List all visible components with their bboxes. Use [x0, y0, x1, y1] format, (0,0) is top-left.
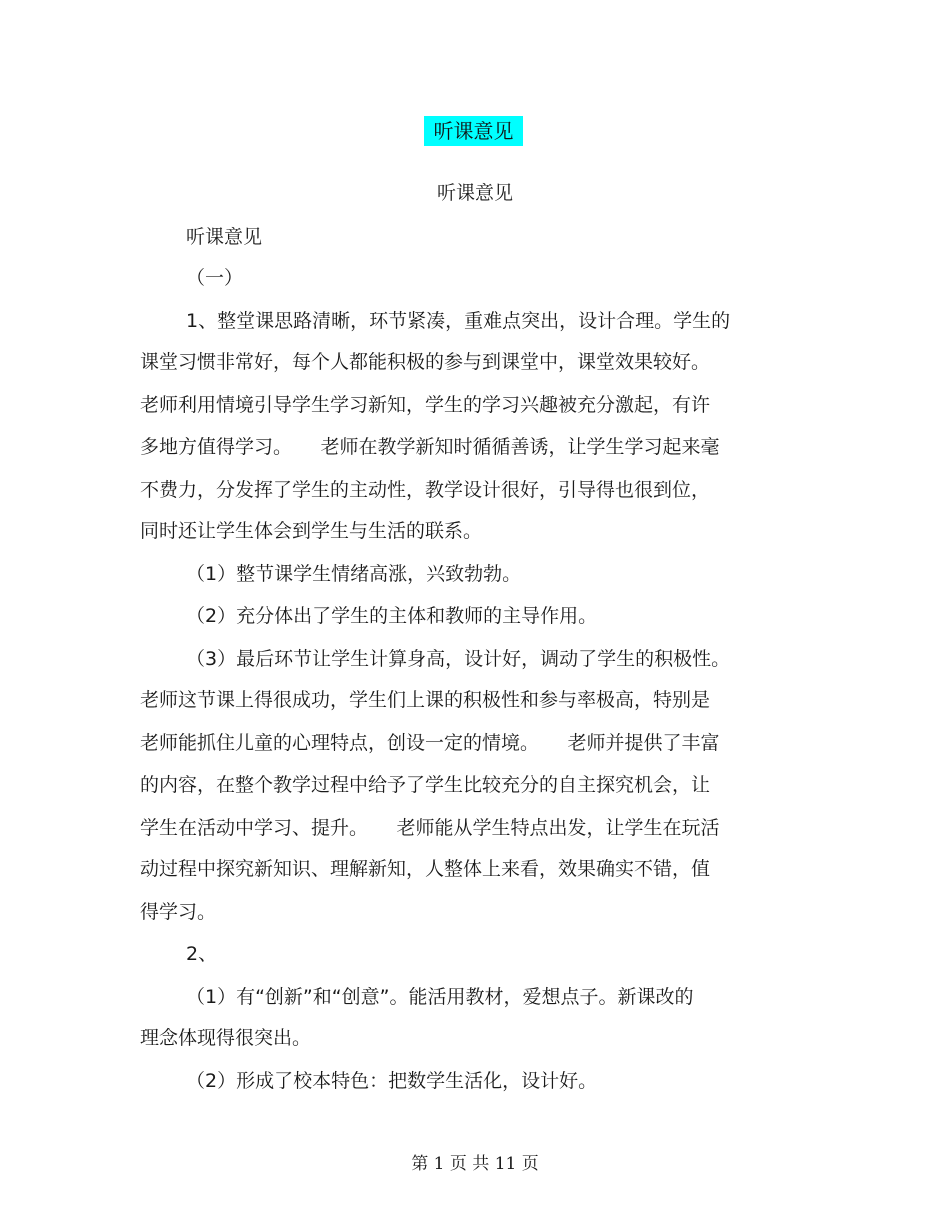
- paragraph-line: （3）最后环节让学生计算身高，设计好，调动了学生的积极性。: [186, 648, 731, 670]
- paragraph-line: 听课意见: [186, 226, 263, 248]
- paragraph-line: （一）: [186, 267, 244, 289]
- paragraph-line: 同时还让学生体会到学生与生活的联系。: [140, 520, 483, 542]
- paragraph-line: （2）形成了校本特色：把数学生活化，设计好。: [186, 1070, 598, 1092]
- paragraph-line: 1、整堂课思路清晰，环节紧凑，重难点突出，设计合理。学生的: [186, 310, 731, 332]
- paragraph-line: 学生在活动中学习、提升。 老师能从学生特点出发，让学生在玩活: [140, 817, 720, 839]
- paragraph-line: 2、: [186, 943, 218, 965]
- page-number: 第 1 页 共 11 页: [411, 1154, 539, 1174]
- paragraph-line: 的内容，在整个教学过程中给予了学生比较充分的自主探究机会，让: [140, 774, 711, 796]
- paragraph-line: （1）有“创新”和“创意”。能活用教材，爱想点子。新课改的: [186, 986, 694, 1008]
- paragraph-line: 动过程中探究新知识、理解新知，人整体上来看，效果确实不错，值: [140, 858, 711, 880]
- paragraph-line: 多地方值得学习。 老师在教学新知时循循善诱，让学生学习起来毫: [140, 436, 720, 458]
- paragraph-line: 不费力，分发挥了学生的主动性，教学设计很好，引导得也很到位，: [140, 479, 711, 501]
- paragraph-line: （2）充分体出了学生的主体和教师的主导作用。: [186, 605, 598, 627]
- paragraph-line: 老师利用情境引导学生学习新知，学生的学习兴趣被充分激起，有许: [140, 394, 711, 416]
- paragraph-line: （1）整节课学生情绪高涨，兴致勃勃。: [186, 563, 522, 585]
- document-title: 听课意见: [424, 116, 523, 146]
- paragraph-line: 老师这节课上得很成功，学生们上课的积极性和参与率极高，特别是: [140, 689, 711, 711]
- paragraph-line: 课堂习惯非常好，每个人都能积极的参与到课堂中，课堂效果较好。: [140, 351, 711, 373]
- page-footer: [0, 1152, 950, 1176]
- paragraph-line: 老师能抓住儿童的心理特点，创设一定的情境。 老师并提供了丰富: [140, 732, 720, 754]
- document-subtitle: 听课意见: [436, 182, 513, 204]
- paragraph-line: 理念体现得很突出。: [140, 1027, 312, 1049]
- paragraph-line: 得学习。: [140, 901, 217, 923]
